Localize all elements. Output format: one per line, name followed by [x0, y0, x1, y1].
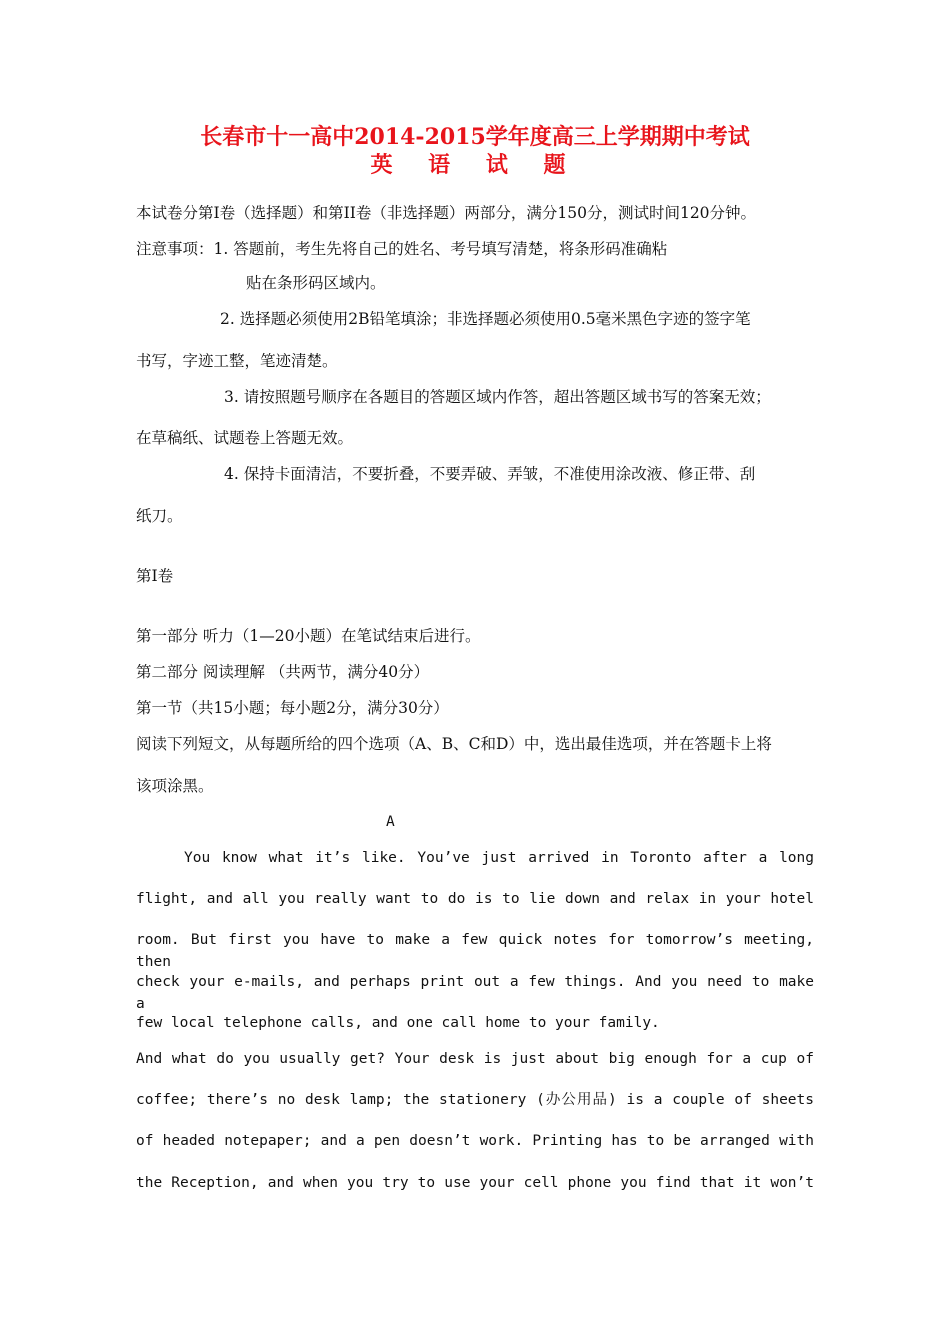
passage-line: few local telephone calls, and one call home to your family. — [136, 1015, 660, 1031]
notes-item-2: 2. 选择题必须使用2B铅笔填涂；非选择题必须使用0.5毫米黑色字迹的签字笔 — [220, 310, 751, 328]
notes-item-4: 4. 保持卡面清洁，不要折叠，不要弄破、弄皱，不准使用涂改液、修正带、刮 — [224, 465, 756, 483]
exam-title: 长春市十一高中2014-2015学年度高三上学期期中考试 — [200, 124, 750, 150]
passage-line: You know what it’s like. You’ve just arrived in Toronto after a long — [184, 850, 814, 866]
part-2-heading: 第二部分 阅读理解 （共两节，满分40分） — [136, 663, 430, 681]
passage-line: flight, and all you really want to do is to lie down and relax in your hotel — [136, 891, 814, 907]
reading-instruction: 阅读下列短文，从每题所给的四个选项（A、B、C和D）中，选出最佳选项，并在答题卡上将 — [136, 735, 772, 753]
notes-item-3: 3. 请按照题号顺序在各题目的答题区域内作答，超出答题区域书写的答案无效； — [224, 388, 771, 406]
intro-text: 本试卷分第I卷（选择题）和第II卷（非选择题）两部分，满分150分，测试时间120分钟。 — [136, 204, 757, 222]
exam-subject-title: 英 语 试 题 — [370, 152, 580, 178]
passage-line: check your e-mails, and perhaps print out a few things. And you need to make a — [136, 974, 814, 1012]
part-1-heading: 第一部分 听力（1—20小题）在笔试结束后进行。 — [136, 627, 481, 645]
notes-item-2-cont: 书写，字迹工整，笔迹清楚。 — [136, 352, 338, 370]
passage-label: A — [386, 814, 395, 830]
reading-instruction-cont: 该项涂黑。 — [136, 777, 214, 795]
notes-item-1: 注意事项：1. 答题前，考生先将自己的姓名、考号填写清楚，将条形码准确粘 — [136, 240, 668, 258]
notes-item-1-cont: 贴在条形码区域内。 — [246, 274, 386, 292]
passage-line: And what do you usually get? Your desk is just about big enough for a cup of — [136, 1051, 814, 1067]
notes-item-4-cont: 纸刀。 — [136, 507, 183, 525]
passage-line: room. But first you have to make a few quick notes for tomorrow’s meeting, then — [136, 932, 814, 970]
passage-line: of headed notepaper; and a pen doesn’t work. Printing has to be arranged with — [136, 1133, 814, 1149]
passage-line: the Reception, and when you try to use your cell phone you find that it won’t — [136, 1175, 814, 1191]
section-label: 第I卷 — [136, 567, 174, 585]
passage-line: coffee; there’s no desk lamp; the stationery (办公用品) is a couple of sheets — [136, 1092, 814, 1108]
notes-item-3-cont: 在草稿纸、试题卷上答题无效。 — [136, 429, 354, 447]
section-1-heading: 第一节（共15小题；每小题2分，满分30分） — [136, 699, 449, 717]
